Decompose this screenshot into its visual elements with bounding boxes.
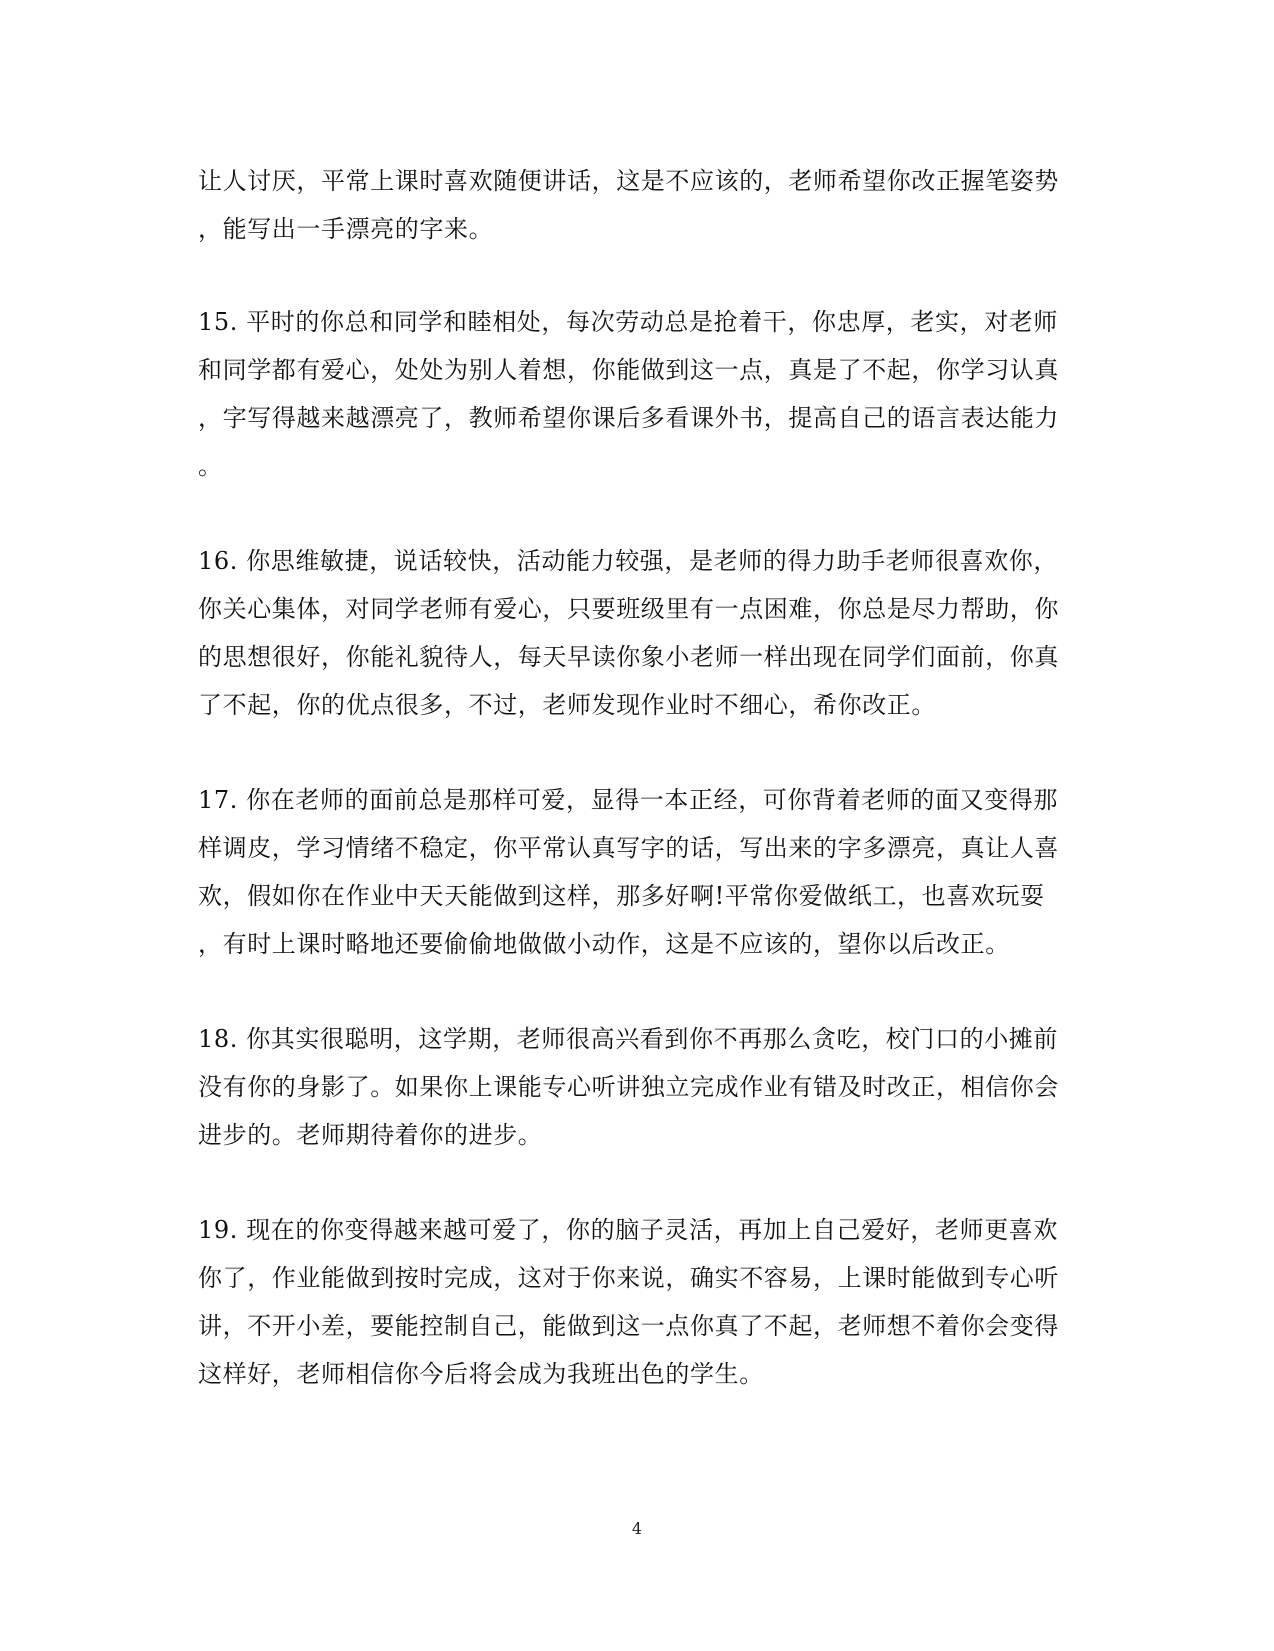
paragraph-line: 了不起，你的优点很多，不过，老师发现作业时不细心，希你改正。 xyxy=(198,691,936,719)
paragraph-line: ，字写得越来越漂亮了，教师希望你课后多看课外书，提高自己的语言表达能力 xyxy=(198,404,1059,432)
paragraph-line: 15. 平时的你总和同学和睦相处，每次劳动总是抢着干，你忠厚，老实，对老师 xyxy=(198,308,1058,336)
paragraph-line: 讲，不开小差，要能控制自己，能做到这一点你真了不起，老师想不着你会变得 xyxy=(198,1312,1059,1340)
paragraph-line: 和同学都有爱心，处处为别人着想，你能做到这一点，真是了不起，你学习认真 xyxy=(198,356,1059,384)
paragraph-line: ，有时上课时略地还要偷偷地做做小动作，这是不应该的，望你以后改正。 xyxy=(198,930,1010,958)
paragraph-line: 欢，假如你在作业中天天能做到这样，那多好啊!平常你爱做纸工，也喜欢玩耍 xyxy=(198,882,1045,910)
paragraph-line: 。 xyxy=(198,452,223,480)
paragraph-line: 你关心集体，对同学老师有爱心，只要班级里有一点困难，你总是尽力帮助，你 xyxy=(198,595,1059,623)
paragraph-line: 18. 你其实很聪明，这学期，老师很高兴看到你不再那么贪吃，校门口的小摊前 xyxy=(198,1025,1058,1053)
page-number: 4 xyxy=(631,1519,643,1538)
paragraph-line: 16. 你思维敏捷，说话较快，活动能力较强，是老师的得力助手老师很喜欢你， xyxy=(198,547,1058,575)
paragraph-line: ，能写出一手漂亮的字来。 xyxy=(198,215,494,243)
paragraph-line: 你了，作业能做到按时完成，这对于你来说，确实不容易，上课时能做到专心听 xyxy=(198,1264,1059,1292)
paragraph-line: 19. 现在的你变得越来越可爱了，你的脑子灵活，再加上自己爱好，老师更喜欢 xyxy=(198,1216,1058,1244)
paragraph-line: 样调皮，学习情绪不稳定，你平常认真写字的话，写出来的字多漂亮，真让人喜 xyxy=(198,834,1059,862)
paragraph-line: 这样好，老师相信你今后将会成为我班出色的学生。 xyxy=(198,1360,764,1388)
paragraph-line: 没有你的身影了。如果你上课能专心听讲独立完成作业有错及时改正，相信你会 xyxy=(198,1073,1059,1101)
paragraph-line: 17. 你在老师的面前总是那样可爱，显得一本正经，可你背着老师的面又变得那 xyxy=(198,786,1058,814)
paragraph-line: 进步的。老师期待着你的进步。 xyxy=(198,1121,543,1149)
paragraph-line: 让人讨厌，平常上课时喜欢随便讲话，这是不应该的，老师希望你改正握笔姿势 xyxy=(198,167,1059,195)
paragraph-line: 的思想很好，你能礼貌待人，每天早读你象小老师一样出现在同学们面前，你真 xyxy=(198,643,1059,671)
